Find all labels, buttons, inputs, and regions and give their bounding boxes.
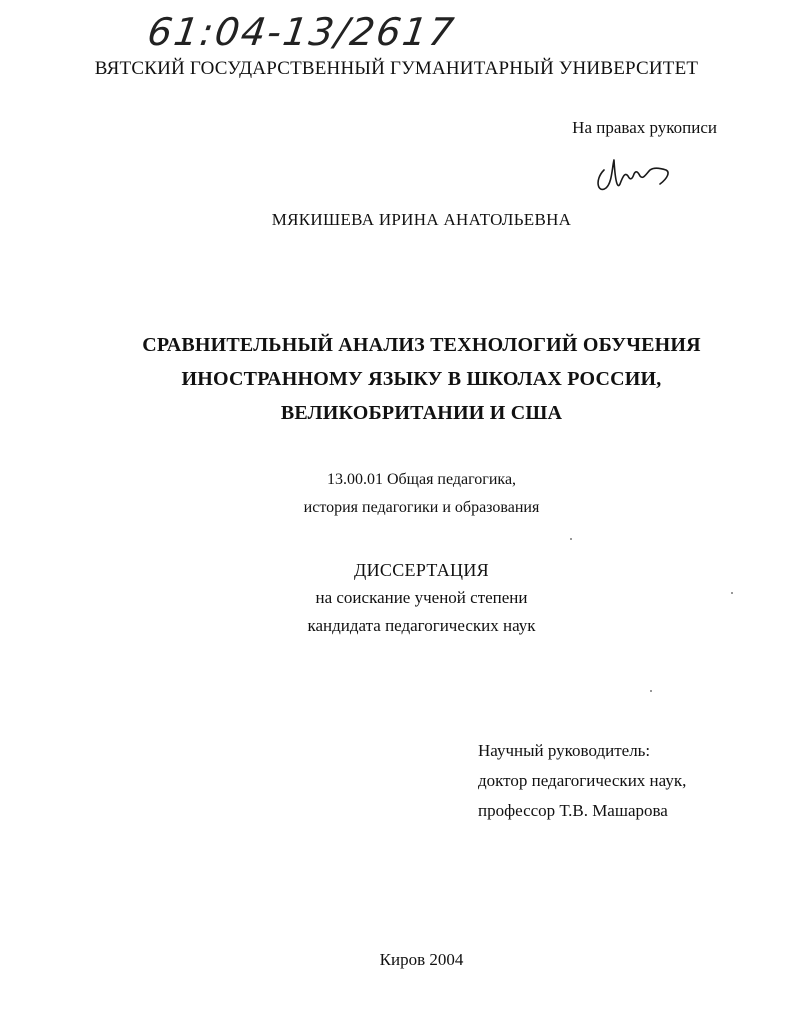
dissertation-heading: ДИССЕРТАЦИЯ — [354, 560, 489, 580]
title-line: ВЕЛИКОБРИТАНИИ И США — [280, 402, 563, 424]
advisor-line: доктор педагогических наук, — [478, 771, 687, 790]
scan-speck — [731, 592, 733, 594]
handwritten-catalog-code: 61:04-13/2617 — [144, 10, 459, 54]
scan-speck — [650, 690, 652, 692]
specialty-code — [0, 466, 793, 522]
signature-icon — [590, 150, 690, 200]
specialty-line: история педагогики и образования — [303, 499, 540, 516]
advisor-line: Научный руководитель: — [478, 741, 651, 760]
manuscript-rights-note: На правах рукописи — [572, 118, 717, 137]
degree-line: кандидата педагогических наук — [307, 616, 536, 635]
university-name: ВЯТСКИЙ ГОСУДАРСТВЕННЫЙ ГУМАНИТАРНЫЙ УНИВЕРСИТЕТ — [94, 58, 699, 79]
city-year: Киров 2004 — [379, 950, 464, 969]
title-line: ИНОСТРАННОМУ ЯЗЫКУ В ШКОЛАХ РОССИИ, — [181, 368, 662, 390]
specialty-line: 13.00.01 Общая педагогика, — [326, 471, 517, 488]
degree-line: на соискание ученой степени — [315, 588, 528, 607]
scan-speck — [570, 538, 572, 540]
author-name: МЯКИШЕВА ИРИНА АНАТОЛЬЕВНА — [271, 210, 572, 229]
degree-block — [0, 556, 793, 640]
advisor-line: профессор Т.В. Машарова — [478, 801, 668, 820]
dissertation-title — [0, 328, 793, 430]
title-line: СРАВНИТЕЛЬНЫЙ АНАЛИЗ ТЕХНОЛОГИЙ ОБУЧЕНИЯ — [142, 334, 701, 356]
scientific-advisor — [478, 736, 686, 826]
